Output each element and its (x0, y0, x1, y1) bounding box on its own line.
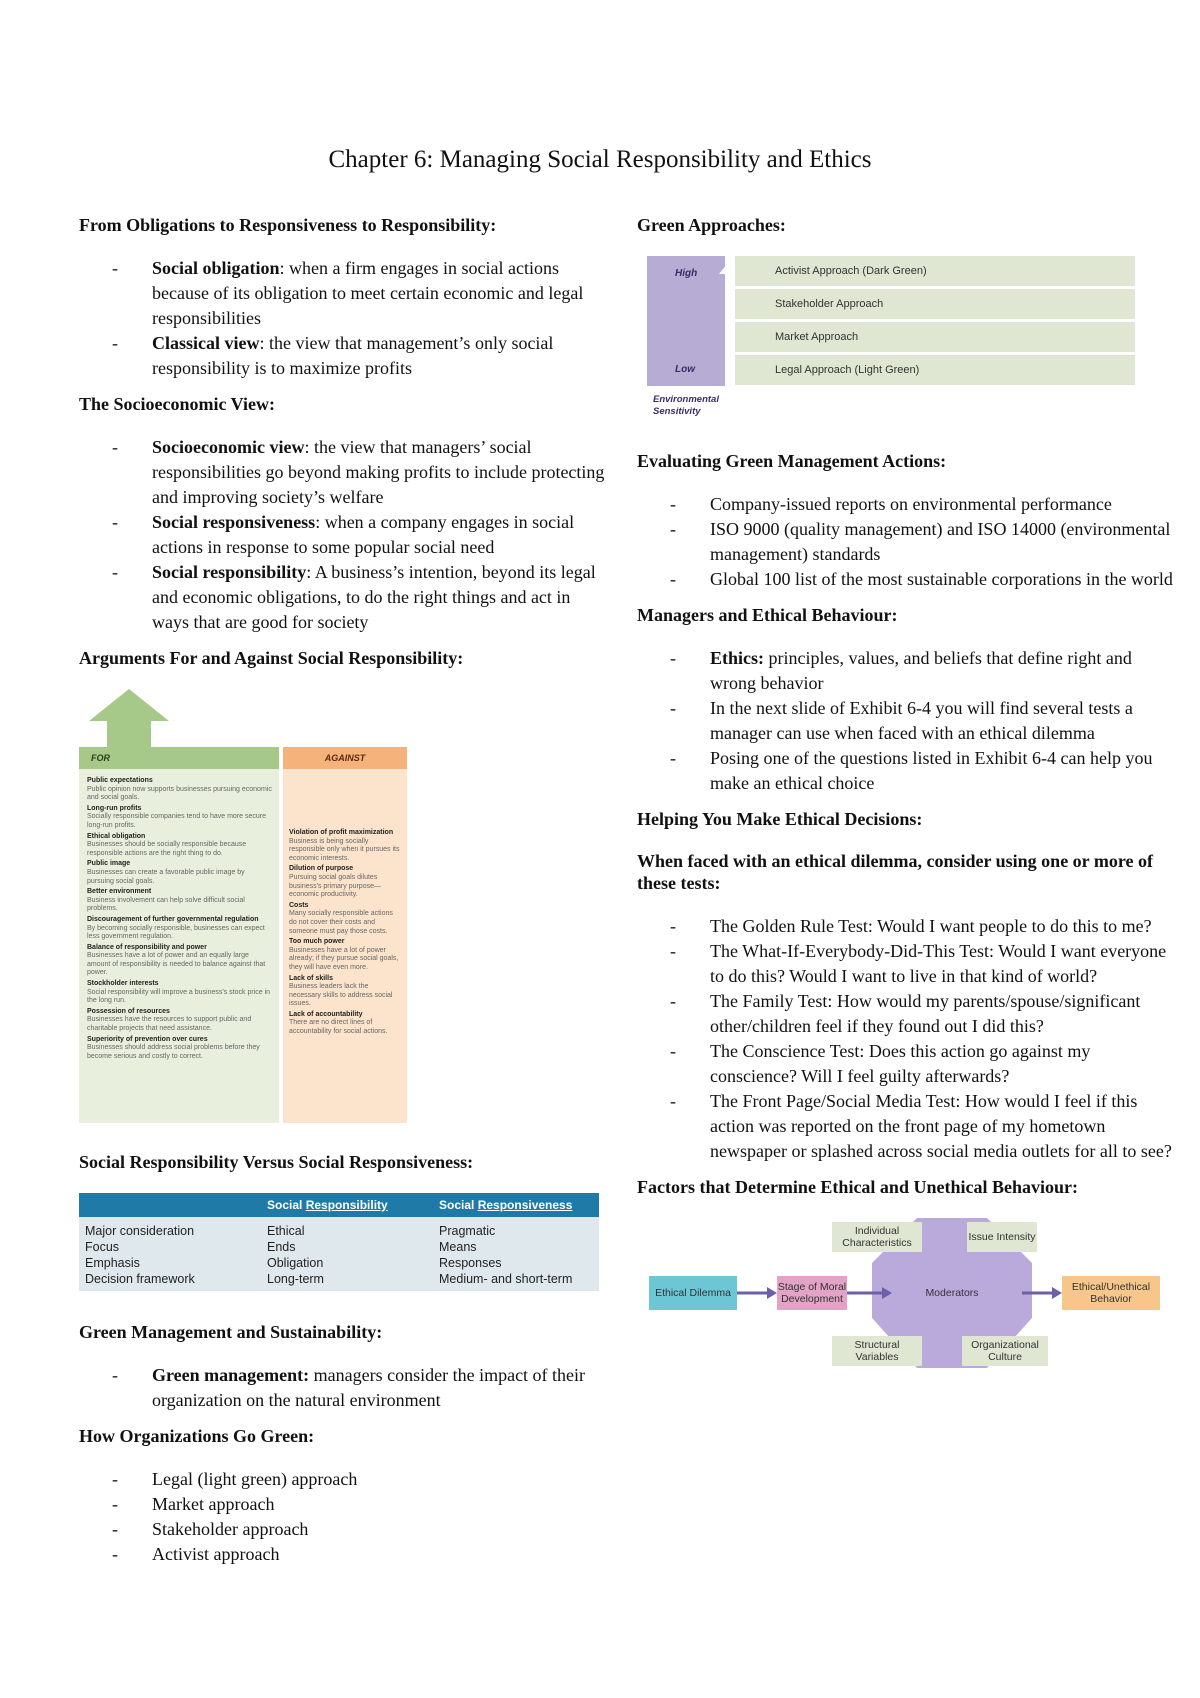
arrow-right-icon (767, 1287, 777, 1299)
page-title: Chapter 6: Managing Social Responsibility and Ethics (328, 146, 872, 173)
definition: : when a firm engages in social actions because of its obligation to meet certain economic and legal responsibilities (152, 258, 584, 328)
section-heading: Evaluating Green Management Actions: (637, 451, 947, 471)
argument-body: Businesses have a lot of power and an equally large amount of responsibility is needed to balance against that power. (87, 952, 266, 977)
list-item (637, 646, 1177, 696)
term: Ethics: (710, 648, 764, 668)
bullet-list (79, 435, 609, 635)
list-item: - The What-If-Everybody-Did-This Test: Would I want everyone to do this? Would I want to live in that kind of world? (637, 939, 1177, 989)
table-row: Focus Ends Means (79, 1239, 599, 1255)
moderators-label: Moderators (925, 1287, 979, 1299)
argument-heading: Better environment (87, 888, 152, 896)
argument-heading: Ethical obligation (87, 832, 146, 840)
approach-row: Legal Approach (Light Green) (735, 355, 1135, 385)
argument-heading: Discouragement of further governmental regulation (87, 915, 259, 923)
argument-body: By becoming socially responsible, businesses can expect less government regulation. (87, 924, 265, 941)
argument-body: Business leaders lack the necessary skills to address social issues. (289, 983, 393, 1008)
table-header-row (79, 1193, 599, 1217)
argument-item (289, 829, 401, 863)
argument-item (87, 888, 273, 914)
approach-row: Market Approach (735, 322, 1135, 352)
axis-label: Environmental Sensitivity (653, 394, 719, 417)
definition: : the view that management’s only social responsibility is to maximize profits (152, 333, 554, 378)
bullet-list (637, 914, 1177, 1164)
section-heading: Green Management and Sustainability: (79, 1322, 383, 1342)
argument-item (289, 938, 401, 972)
definition: principles, values, and beliefs that define right and wrong behavior (710, 648, 1132, 693)
issue-intensity-box: Issue Intensity (967, 1222, 1037, 1252)
table-row: Emphasis Obligation Responses (79, 1255, 599, 1271)
argument-item (87, 980, 273, 1006)
list-item (79, 560, 609, 635)
argument-heading: Balance of responsibility and power (87, 943, 207, 951)
right-column (637, 214, 1177, 1388)
list-item: - The Golden Rule Test: Would I want people to do this to me? (637, 914, 1177, 939)
list-item: - Market approach (79, 1492, 609, 1517)
argument-item (87, 944, 273, 978)
argument-body: Social responsibility will improve a business's stock price in the long run. (87, 988, 271, 1005)
argument-heading: Possession of resources (87, 1007, 170, 1015)
list-item: - The Front Page/Social Media Test: How would I feel if this action was reported on the front page of my hometown newspaper or splashed across social media outlets for all to see? (637, 1089, 1177, 1164)
term: Social obligation (152, 258, 280, 278)
definition: : when a company engages in social actions in response to some popular social need (152, 512, 575, 557)
term: Social responsibility (152, 562, 307, 582)
section-subheading: When faced with an ethical dilemma, consider using one or more of these tests: (637, 851, 1153, 893)
argument-heading: Too much power (289, 938, 345, 946)
section-heading: Managers and Ethical Behaviour: (637, 605, 898, 625)
approach-row: Stakeholder Approach (735, 289, 1135, 319)
bullet-list (79, 1363, 609, 1413)
term: Social responsiveness (152, 512, 316, 532)
argument-heading: Superiority of prevention over cures (87, 1035, 208, 1043)
approach-row: Activist Approach (Dark Green) (735, 256, 1135, 286)
argument-heading: Stockholder interests (87, 980, 159, 988)
argument-item (289, 902, 401, 936)
list-item (79, 510, 609, 560)
argument-heading: Long-run profits (87, 804, 142, 812)
list-item (79, 435, 609, 510)
term: Classical view (152, 333, 260, 353)
list-item: - The Conscience Test: Does this action go against my conscience? Will I feel guilty afterwards? (637, 1039, 1177, 1089)
left-column (79, 214, 609, 1579)
argument-item (87, 860, 273, 886)
list-item: - Legal (light green) approach (79, 1467, 609, 1492)
list-item (79, 256, 609, 331)
high-label: High (675, 268, 698, 279)
argument-item (289, 975, 401, 1009)
argument-heading: Dilution of purpose (289, 865, 354, 873)
definition: : the view that managers’ social responsibilities go beyond making profits to include protecting and improving society’s welfare (152, 437, 605, 507)
argument-item (87, 1008, 273, 1034)
table-header-empty (79, 1193, 261, 1217)
argument-body: Businesses have a lot of power already; if they pursue social goals, they will have even more. (289, 946, 399, 971)
ethical-dilemma-box: Ethical Dilemma (649, 1276, 737, 1310)
term: Green management: (152, 1365, 310, 1385)
structural-variables-box: Structural Variables (832, 1336, 922, 1366)
list-item: - In the next slide of Exhibit 6-4 you will find several tests a manager can use when faced with an ethical dilemma (637, 696, 1177, 746)
bullet-list (637, 646, 1177, 796)
low-label: Low (675, 364, 695, 375)
list-item (79, 331, 609, 381)
against-arguments (289, 829, 401, 1039)
list-item: - The Family Test: How would my parents/spouse/significant other/children feel if they found out I did this? (637, 989, 1177, 1039)
section-heading: Arguments For and Against Social Responsibility: (79, 648, 464, 668)
argument-body: There are no direct lines of accountability for social actions. (289, 1019, 388, 1036)
argument-heading: Lack of skills (289, 974, 333, 982)
individual-characteristics-box: Individual Characteristics (832, 1222, 922, 1252)
bullet-list (79, 1467, 609, 1567)
argument-body: Businesses should be socially responsible because responsible actions are the right thing to do. (87, 841, 247, 857)
argument-heading: Public image (87, 860, 131, 868)
arguments-figure (79, 689, 415, 1123)
argument-item (87, 916, 273, 942)
argument-body: Business is being socially responsible only when it pursues its economic interests. (289, 837, 400, 862)
table-row: Decision framework Long-term Medium- and short-term (79, 1271, 599, 1291)
argument-body: Pursuing social goals dilutes business's primary purpose—economic productivity. (289, 873, 381, 899)
definition: managers consider the impact of their organization on the natural environment (152, 1365, 586, 1410)
argument-heading: Lack of accountability (289, 1010, 363, 1018)
list-item: - Stakeholder approach (79, 1517, 609, 1542)
argument-body: Business involvement can help solve difficult social problems. (87, 896, 245, 913)
list-item: - Company-issued reports on environmental performance (637, 492, 1177, 517)
for-arguments (87, 777, 273, 1063)
arrow-right-icon (1052, 1287, 1062, 1299)
up-arrow-icon (89, 689, 169, 747)
list-item: - Posing one of the questions listed in Exhibit 6-4 can help you make an ethical choice (637, 746, 1177, 796)
bullet-list (637, 492, 1177, 592)
argument-body: Businesses can create a favorable public image by pursuing social goals. (87, 868, 245, 885)
section-heading: Social Responsibility Versus Social Responsiveness: (79, 1152, 474, 1172)
argument-item (289, 1011, 401, 1037)
definition: : A business’s intention, beyond its legal and economic obligations, to do the right things and act in ways that are good for society (152, 562, 596, 632)
for-header: FOR (79, 747, 279, 769)
organizational-culture-box: Organizational Culture (962, 1336, 1048, 1366)
behavior-outcome-box: Ethical/Unethical Behavior (1062, 1276, 1160, 1310)
argument-item (87, 777, 273, 803)
section-heading: From Obligations to Responsiveness to Responsibility: (79, 215, 497, 235)
table-row: Major consideration Ethical Pragmatic (79, 1223, 599, 1239)
table-header: Social Responsibility (261, 1193, 433, 1217)
argument-item (87, 1036, 273, 1062)
section-heading: Factors that Determine Ethical and Unethical Behaviour: (637, 1177, 1078, 1197)
term: Socioeconomic view (152, 437, 305, 457)
table-header: Social Responsiveness (433, 1193, 599, 1217)
argument-body: Many socially responsible actions do not cover their costs and someone must pay those costs. (289, 910, 393, 935)
argument-item (87, 833, 273, 859)
against-header: AGAINST (283, 747, 407, 769)
section-heading: Green Approaches: (637, 215, 786, 235)
ethics-factors-figure (637, 1218, 1157, 1388)
list-item (79, 1363, 609, 1413)
argument-body: Businesses should address social problems before they become serious and costly to correct. (87, 1044, 260, 1060)
bullet-list (79, 256, 609, 381)
section-heading: The Socioeconomic View: (79, 394, 275, 414)
list-item: - Global 100 list of the most sustainable corporations in the world (637, 567, 1177, 592)
list-item: - Activist approach (79, 1542, 609, 1567)
argument-body: Businesses have the resources to support public and charitable projects that need assistance. (87, 1016, 252, 1033)
argument-item (87, 805, 273, 831)
comparison-table (79, 1193, 599, 1291)
green-approaches-figure (637, 256, 1127, 426)
argument-heading: Violation of profit maximization (289, 829, 394, 836)
argument-heading: Costs (289, 901, 309, 909)
section-heading: How Organizations Go Green: (79, 1426, 315, 1446)
argument-body: Socially responsible companies tend to have more secure long-run profits. (87, 813, 266, 829)
argument-heading: Public expectations (87, 777, 153, 784)
list-item: - ISO 9000 (quality management) and ISO 14000 (environmental management) standards (637, 517, 1177, 567)
section-heading: Helping You Make Ethical Decisions: (637, 809, 923, 829)
argument-body: Public opinion now supports businesses pursuing economic and social goals. (87, 785, 272, 802)
moral-development-box: Stage of Moral Development (777, 1276, 847, 1310)
argument-item (289, 865, 401, 899)
